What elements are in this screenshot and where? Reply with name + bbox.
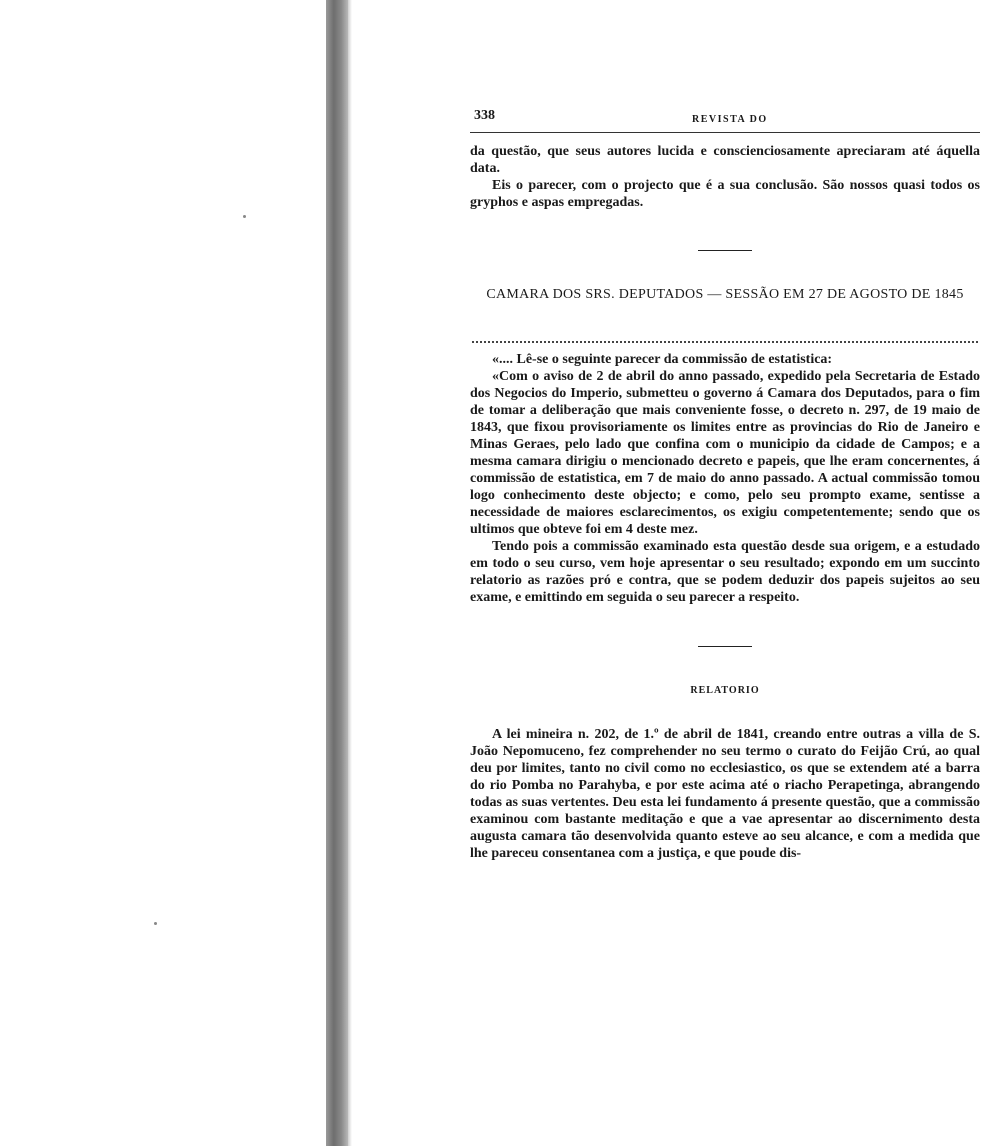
section-divider bbox=[698, 250, 752, 251]
binding-edge-highlight bbox=[348, 0, 352, 1146]
page-content bbox=[470, 104, 980, 862]
session-paragraph-3: Tendo pois a commissão examinado esta questão desde sua origem, e a estudado em todo o seu curso, vem hoje apresentar o seu resultado; expondo em um succinto relatorio as razões pró e contra, que se podem deduzir dos papeis sujeitos ao seu exame, e emittindo em seguida o seu parecer a respeito. bbox=[470, 539, 980, 605]
section-divider bbox=[698, 646, 752, 647]
session-heading: CAMARA DOS SRS. DEPUTADOS — SESSÃO EM 27 DE AGOSTO DE 1845 bbox=[486, 287, 964, 302]
session-paragraph-1: «.... Lê-se o seguinte parecer da commissão de estatistica: bbox=[492, 352, 833, 367]
intro-paragraph-1: da questão, que seus autores lucida e conscienciosamente apreciaram até áquella data. bbox=[470, 144, 980, 176]
session-paragraph-2: «Com o aviso de 2 de abril do anno passado, expedido pela Secretaria de Estado dos Negocios do Imperio, submetteu o governo á Camara dos Deputados, para o fim de tomar a deliberação que mais conveniente fosse, o decreto n. 297, de 19 maio de 1843, que fixou provisoriamente os limites entre as provincias do Rio de Janeiro e Minas Geraes, pelo lado que confina com o municipio da cidade de Campos; e a mesma camara dirigiu o mencionado decreto e papeis, que lhe eram concernentes, á commissão de estatistica, em 7 de maio do anno passado. A actual commissão tomou logo conhecimento deste objecto; e como, pelo seu prompto exame, sentisse a necessidade de maiores esclarecimentos, os exigiu competentemente; sendo que os ultimos que obteve foi em 4 deste mez. bbox=[470, 369, 980, 537]
page-number: 338 bbox=[474, 108, 495, 123]
running-title: REVISTA DO bbox=[692, 114, 768, 125]
intro-paragraph-2: Eis o parecer, com o projecto que é a sua conclusão. São nossos quasi todos os gryphos e aspas empregadas. bbox=[470, 178, 980, 210]
report-paragraph-1: A lei mineira n. 202, de 1.º de abril de 1841, creando entre outras a villa de S. João Nepomuceno, fez comprehender no seu termo o curato do Feijão Crú, ao qual deu por limites, tanto no civil como no ecclesiastico, os que se extendem até a barra do rio Pomba no Parahyba, e por este acima até o riacho Perapetinga, abrangendo todas as suas vertentes. Deu esta lei fundamento á presente questão, que a commissão examinou com bastante meditação e que a vae apresentar ao discernimento desta augusta camara tão desenvolvida quanto esteve ao seu alcance, e com a medida que lhe pareceu consentanea com a justiça, e que poude dis- bbox=[470, 727, 980, 861]
header-rule bbox=[470, 132, 980, 133]
paper-speck bbox=[154, 922, 157, 925]
report-heading: RELATORIO bbox=[690, 685, 760, 696]
paper-speck bbox=[243, 215, 246, 218]
dotted-separator bbox=[472, 341, 978, 343]
book-binding-shadow bbox=[326, 0, 348, 1146]
running-head bbox=[470, 104, 980, 130]
